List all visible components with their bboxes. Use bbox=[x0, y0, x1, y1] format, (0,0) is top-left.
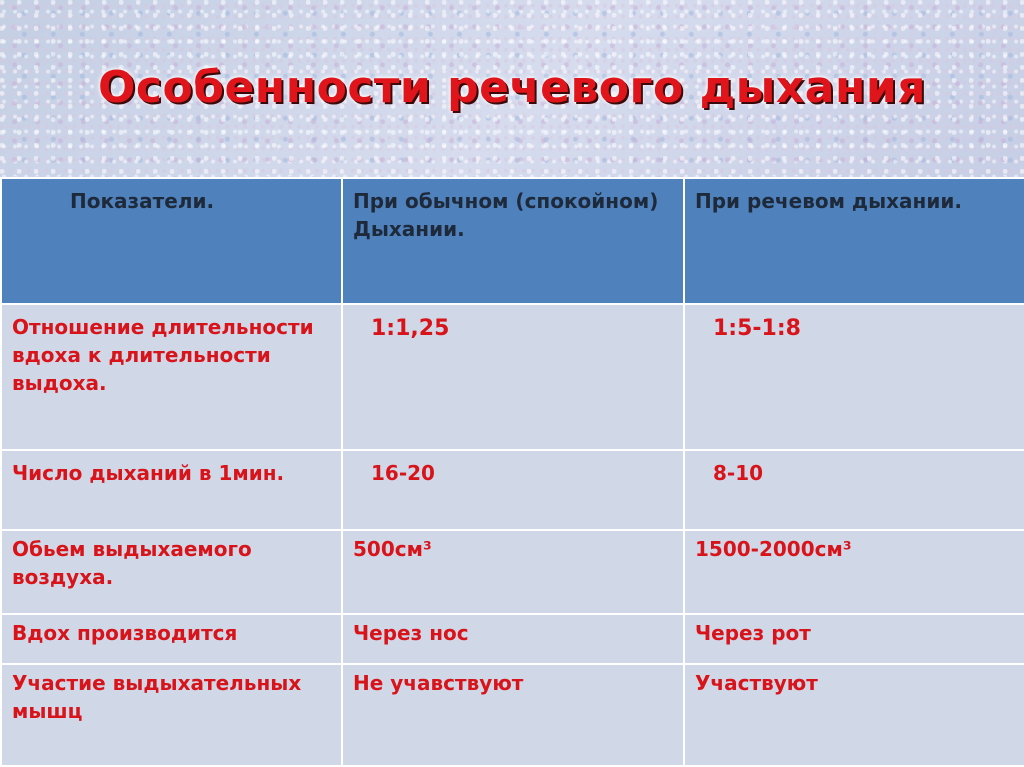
row-label: Участие выдыхательных мышц bbox=[1, 664, 342, 766]
table-row bbox=[1, 450, 1024, 530]
row-label: Число дыханий в 1мин. bbox=[1, 450, 342, 530]
table-row bbox=[1, 530, 1024, 614]
table-row bbox=[1, 614, 1024, 664]
table-row bbox=[1, 664, 1024, 766]
row-label: Вдох производится bbox=[1, 614, 342, 664]
normal-value: 16-20 bbox=[342, 450, 684, 530]
table-row bbox=[1, 304, 1024, 450]
table-header-row bbox=[1, 178, 1024, 304]
row-label: Отношение длительности вдоха к длительности выдоха. bbox=[1, 304, 342, 450]
comparison-table bbox=[0, 177, 1024, 767]
header-indicators: Показатели. bbox=[1, 178, 342, 304]
normal-value: 500см³ bbox=[342, 530, 684, 614]
speech-value: 1:5-1:8 bbox=[684, 304, 1024, 450]
speech-value: 8-10 bbox=[684, 450, 1024, 530]
speech-value: Участвуют bbox=[684, 664, 1024, 766]
header-speech-breathing: При речевом дыхании. bbox=[684, 178, 1024, 304]
normal-value: Не учавствуют bbox=[342, 664, 684, 766]
speech-value: Через рот bbox=[684, 614, 1024, 664]
row-label: Обьем выдыхаемого воздуха. bbox=[1, 530, 342, 614]
speech-value: 1500-2000см³ bbox=[684, 530, 1024, 614]
slide-title: Особенности речевого дыхания bbox=[98, 62, 926, 113]
normal-value: 1:1,25 bbox=[342, 304, 684, 450]
header-normal-breathing: При обычном (спокойном) Дыхании. bbox=[342, 178, 684, 304]
normal-value: Через нос bbox=[342, 614, 684, 664]
